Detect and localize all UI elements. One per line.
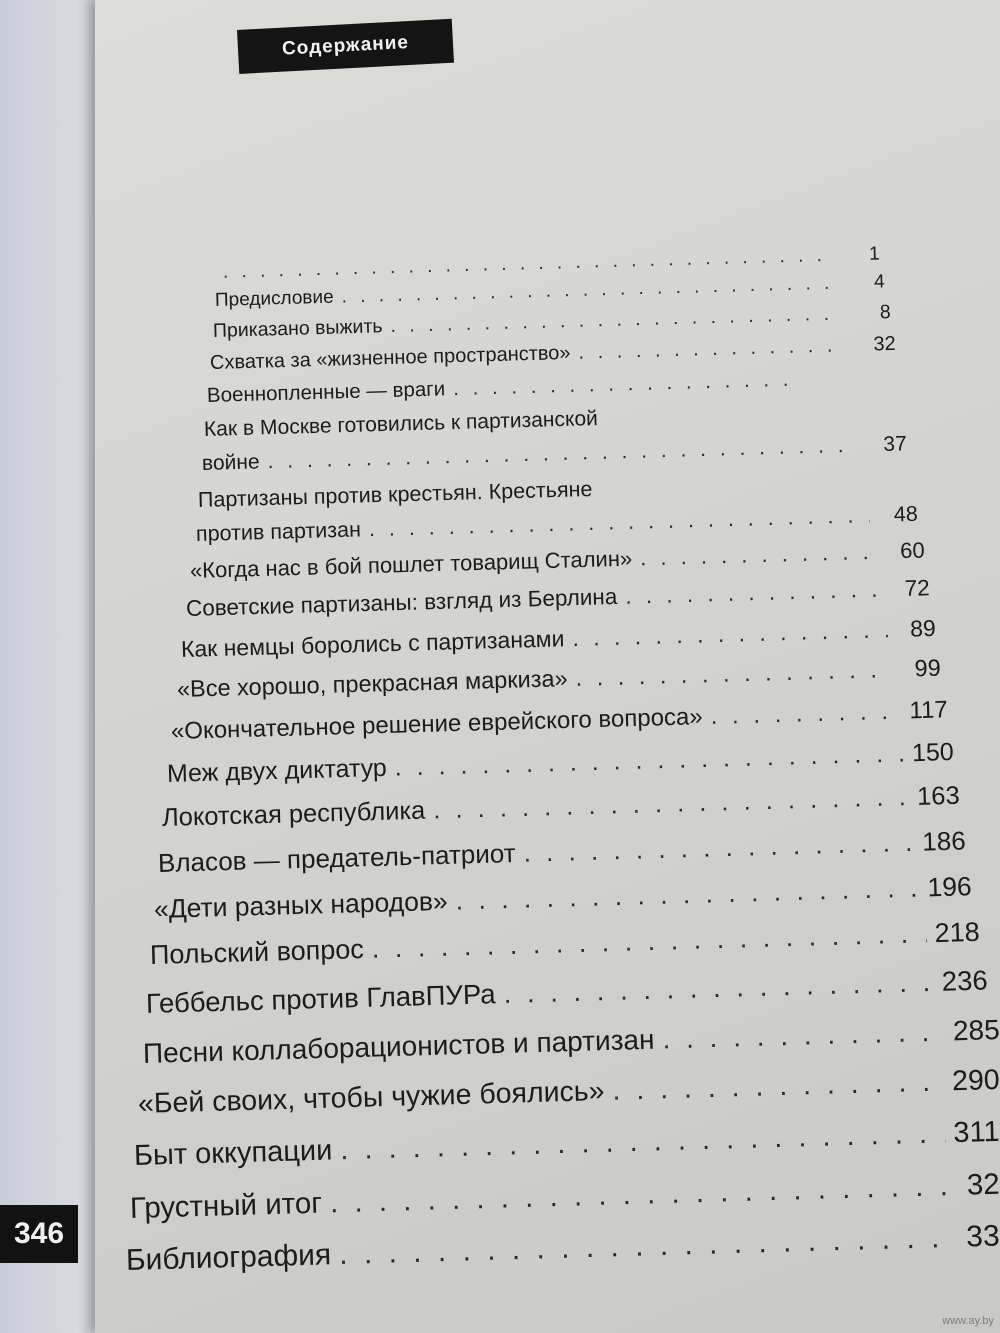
page-number: 346	[13, 1217, 65, 1250]
toc-page-number: 186	[921, 825, 967, 857]
toc-page-number: 163	[916, 781, 961, 811]
toc-title: Советские партизаны: взгляд из Берлина	[185, 583, 618, 621]
section-header-title: Содержание	[281, 32, 410, 60]
toc-page-number: 32	[966, 1167, 1000, 1202]
toc-title: Как немцы боролись с партизанами	[180, 625, 565, 662]
toc-title: Быт оккупации	[133, 1134, 333, 1172]
toc-title: Предисловие	[214, 286, 334, 311]
toc-title: «Окончательное решение еврейского вопроса»	[170, 703, 704, 745]
toc-title: Военнопленные — враги	[206, 377, 446, 407]
toc-title: Грустный итог	[129, 1186, 323, 1225]
toc-page-number: 311	[952, 1115, 1000, 1150]
toc-page-number: 290	[951, 1063, 1000, 1098]
toc-title-line: Как в Москве готовились к партизанской	[203, 407, 599, 441]
toc-title: «Бей своих, чтобы чужие боялись»	[137, 1074, 605, 1120]
toc-title: Библиография	[125, 1238, 332, 1277]
toc-page-number: 48	[893, 501, 919, 527]
toc-title: «Все хорошо, прекрасная маркиза»	[176, 665, 568, 702]
toc-title: Меж двух диктатур	[166, 753, 388, 788]
toc-title: против партизан	[195, 517, 362, 546]
toc-page-number: 99	[914, 654, 942, 682]
toc-title: войне	[201, 450, 260, 475]
toc-page-number: 89	[909, 614, 937, 642]
toc-page-number: 8	[879, 301, 892, 324]
toc-title: Песни коллаборационистов и партизан	[142, 1023, 655, 1069]
toc-title: «Когда нас в бой пошлет товарищ Сталин»	[189, 545, 633, 583]
toc-leader	[710, 698, 900, 731]
toc-page-number: 285	[952, 1014, 1000, 1047]
toc-title: Схватка за «жизненное пространство»	[209, 341, 571, 374]
toc-page-number: 150	[911, 738, 955, 768]
toc-page-number: 72	[904, 575, 931, 601]
toc-page-number: 32	[873, 332, 897, 356]
toc-title-line: Партизаны против крестьян. Крестьяне	[197, 476, 593, 512]
book-edge	[0, 0, 110, 1333]
toc-title: Польский вопрос	[149, 934, 365, 970]
toc-title: Приказано выжить	[212, 315, 383, 342]
toc-page-number: 37	[883, 432, 908, 456]
toc-page-number: 196	[927, 871, 973, 903]
toc-title: «Дети разных народов»	[153, 885, 449, 924]
toc-page-number: 1	[868, 243, 881, 265]
toc-title: Власов — предатель-патриот	[157, 838, 516, 878]
toc-page-number: 60	[899, 537, 926, 564]
toc-page-number: 218	[934, 916, 981, 949]
toc-page-number	[807, 384, 847, 385]
toc-page-number: 236	[941, 964, 989, 997]
toc-page-number: 4	[873, 271, 886, 293]
toc-page-number: 33	[965, 1219, 1000, 1254]
toc-title: Геббельс против ГлавПУРа	[145, 978, 497, 1019]
watermark: www.ay.by	[942, 1315, 994, 1327]
page-number-tab	[0, 1205, 78, 1263]
toc-title: Локотская республика	[161, 796, 426, 832]
toc-page-number: 117	[909, 696, 949, 725]
